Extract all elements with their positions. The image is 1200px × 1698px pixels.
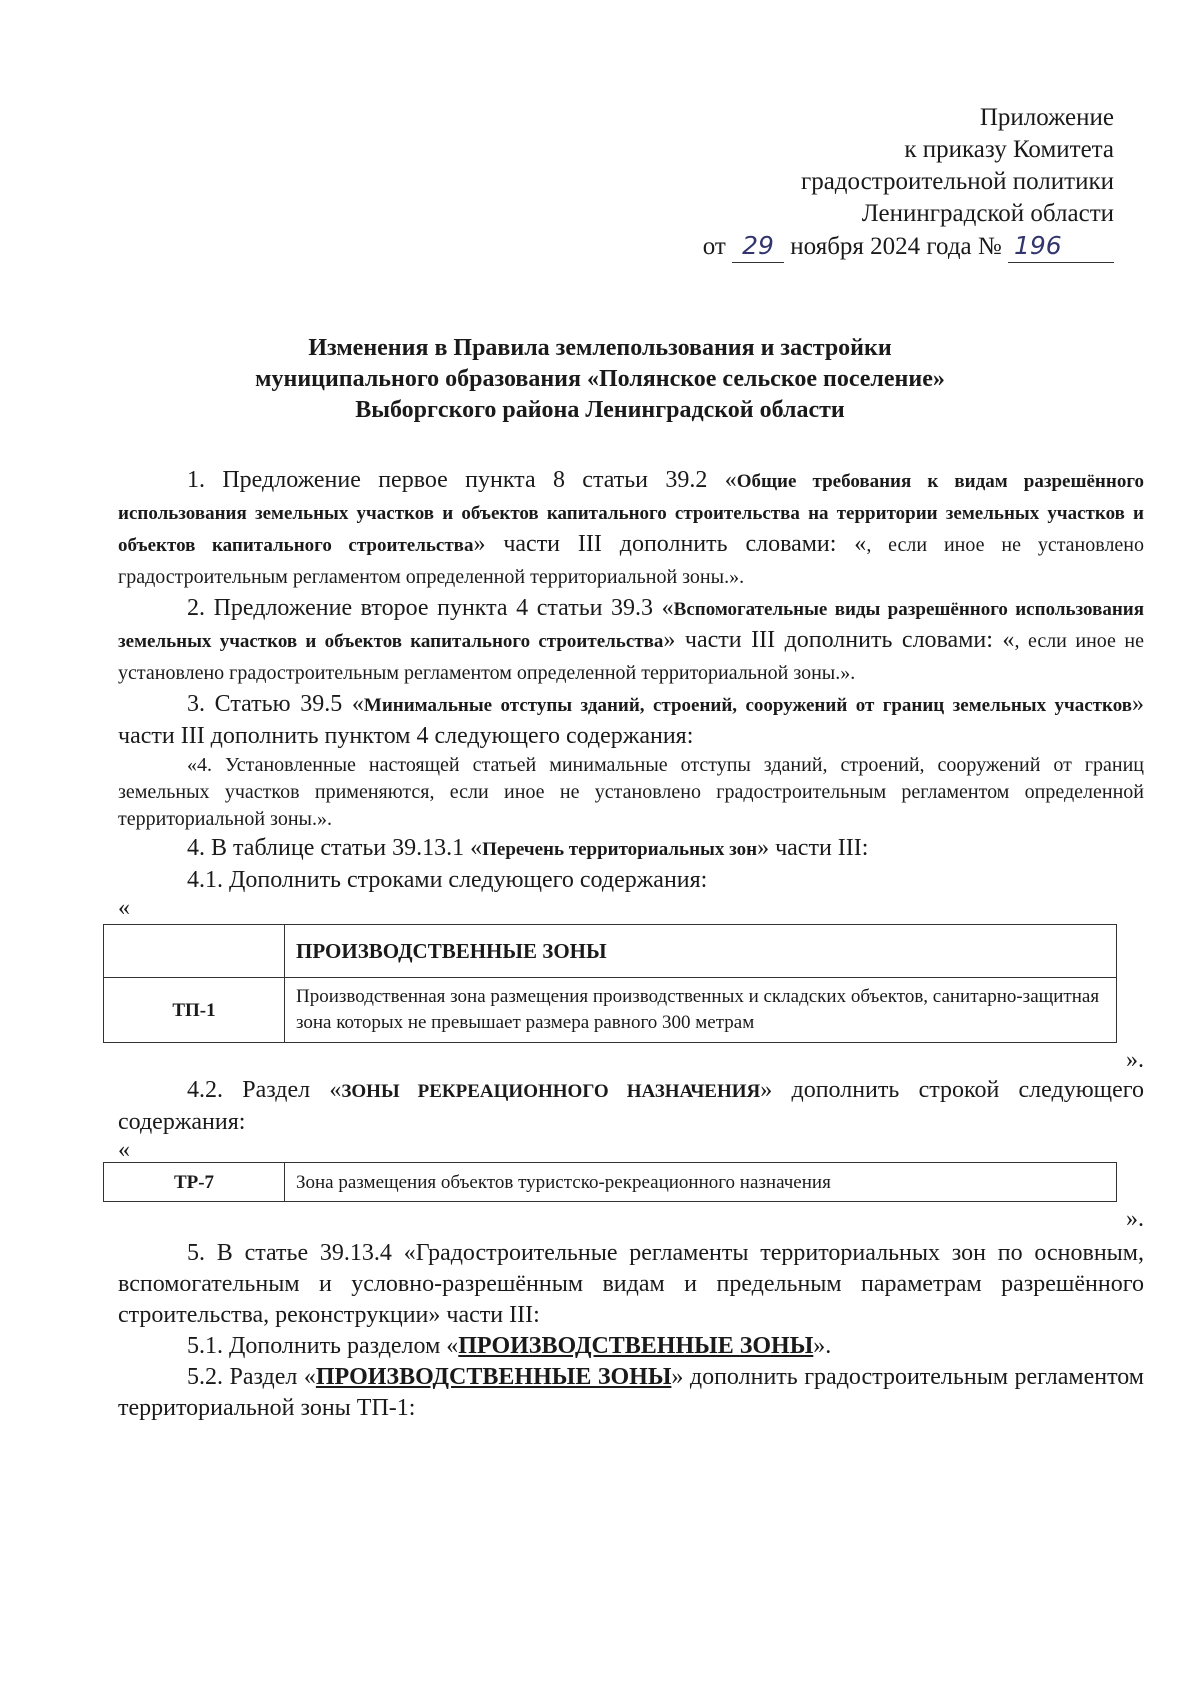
item-3: 3. Статью 39.5 «Минимальные отступы зданий, строений, сооружений от границ земельных участков» части III дополнить пунктом 4 следующего содержания: (118, 691, 1144, 749)
section-name: ЗОНЫ РЕКРЕАЦИОННОГО НАЗНАЧЕНИЯ (341, 1081, 761, 1102)
item-4: 4. В таблице статьи 39.13.1 «Перечень территориальных зон» части III: (187, 835, 869, 861)
section-name: ПРОИЗВОДСТВЕННЫЕ ЗОНЫ (458, 1333, 814, 1359)
document-title (0, 333, 1200, 426)
close-quote: ». (1126, 1206, 1144, 1232)
table-cell-description: Производственная зона размещения производственных и складских объектов, санитарно-защитная зона которых не превышает размера равного 300 метрам (285, 978, 1117, 1043)
title-line: муниципального образования «Полянское сельское поселение» (255, 366, 945, 392)
item-5-2: 5.2. Раздел «ПРОИЗВОДСТВЕННЫЕ ЗОНЫ» дополнить градостроительным регламентом территориальной зоны ТП-1: (118, 1364, 1144, 1421)
approval-line: Приложение (979, 104, 1114, 131)
section-name: ПРОИЗВОДСТВЕННЫЕ ЗОНЫ (315, 1364, 672, 1390)
document-body (118, 465, 1144, 1424)
title-line: Изменения в Правила землепользования и застройки (308, 335, 892, 361)
zones-table-recreation (103, 1162, 1117, 1202)
article-title: Вспомогательные виды разрешённого использования земельных участков и объектов капитального строительства (118, 599, 1145, 652)
date-middle: ноября 2024 года № (790, 233, 1002, 260)
item-5: 5. В статье 39.13.4 «Градостроительные регламенты территориальных зон по основным, вспомогательным и условно-разрешённым видам и предельным параметрам разрешённого строительства, реконструкции» части III: (118, 1240, 1144, 1328)
table-cell-code: ТР-7 (104, 1163, 285, 1202)
article-title: Минимальные отступы зданий, строений, сооружений от границ земельных участков (363, 695, 1132, 716)
approval-date-line (703, 230, 1114, 263)
open-quote: « (118, 895, 130, 921)
table-cell-code: ТП-1 (104, 978, 285, 1043)
article-title: Перечень территориальных зон (482, 839, 758, 860)
date-prefix: от (702, 233, 726, 260)
approval-line: к приказу Комитета (904, 136, 1114, 163)
article-title: Общие требования к видам разрешённого использования земельных участков и объектов капитального строительства на территории земельных участков и объектов капитального строительства (118, 471, 1144, 556)
open-quote: « (118, 1137, 130, 1163)
item-4-2: 4.2. Раздел «ЗОНЫ РЕКРЕАЦИОННОГО НАЗНАЧЕНИЯ» дополнить строкой следующего содержания: (118, 1077, 1145, 1135)
table-row (104, 1163, 1117, 1202)
handwritten-day: 29 (732, 230, 784, 263)
close-quote: ». (1126, 1047, 1144, 1073)
approval-line: Ленинградской области (861, 200, 1114, 227)
table-header-cell: ПРОИЗВОДСТВЕННЫЕ ЗОНЫ (285, 925, 1117, 978)
zones-table-production (103, 924, 1117, 1043)
approval-line: градостроительной политики (800, 168, 1114, 195)
item-3-quote: «4. Установленные настоящей статьей минимальные отступы зданий, строений, сооружений от границ земельных участков применяются, если иное не установлено градостроительным регламентом определенной территориальной зоны.». (118, 754, 1144, 830)
item-1: 1. Предложение первое пункта 8 статьи 39.2 «Общие требования к видам разрешённого использования земельных участков и объектов капитального строительства на территории земельных участков и объектов капитального строительства» части III дополнить словами: «, если иное не установлено градостроительным регламентом определенной территориальной зоны.». (118, 467, 1145, 588)
table-row (104, 925, 1117, 978)
approval-block (703, 102, 1114, 263)
title-line: Выборгского района Ленинградской области (355, 397, 845, 423)
item-4-1: 4.1. Дополнить строками следующего содержания: (187, 867, 708, 893)
item-5-1: 5.1. Дополнить разделом «ПРОИЗВОДСТВЕННЫЕ ЗОНЫ». (187, 1333, 832, 1359)
table-cell-description: Зона размещения объектов туристско-рекреационного назначения (285, 1163, 1117, 1202)
handwritten-order-number: 196 (1008, 230, 1114, 263)
table-row (104, 978, 1117, 1043)
table-cell-code (104, 925, 285, 978)
item-2: 2. Предложение второе пункта 4 статьи 39.3 «Вспомогательные виды разрешённого использования земельных участков и объектов капитального строительства» части III дополнить словами: «, если иное не установлено градостроительным регламентом определенной территориальной зоны.». (118, 595, 1145, 684)
